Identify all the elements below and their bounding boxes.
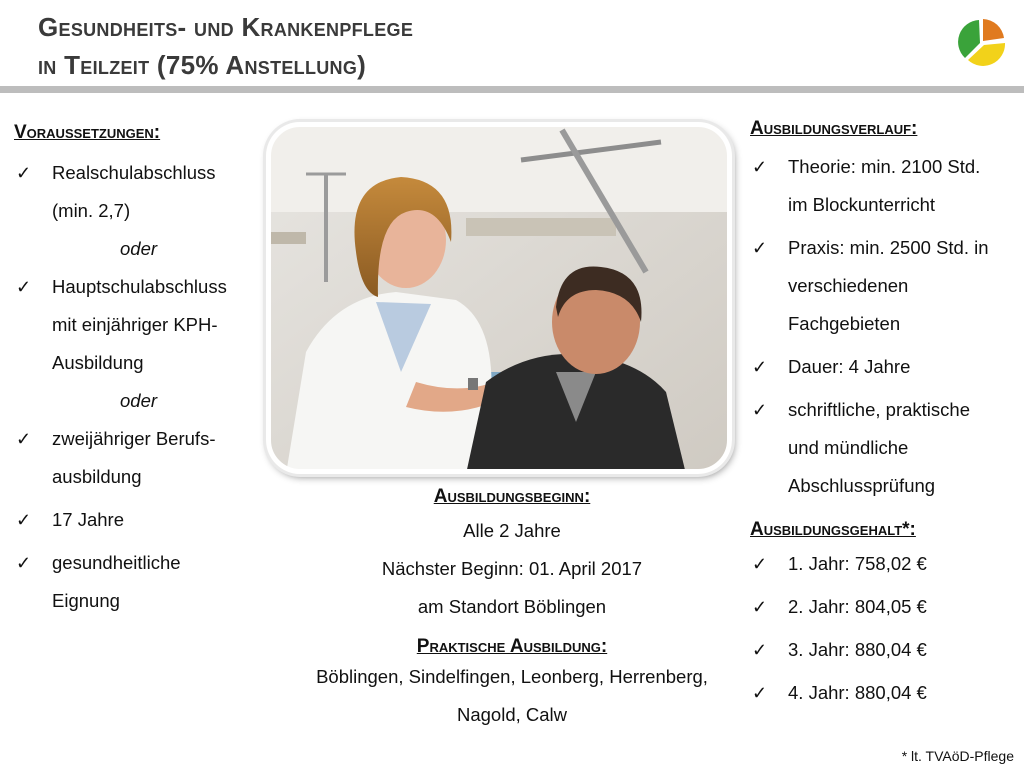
list-item xyxy=(14,501,264,539)
list-item xyxy=(750,348,1024,386)
title-line-1: Gesundheits- und Krankenpflege xyxy=(38,12,414,42)
title-divider xyxy=(0,86,1024,93)
checkmark-icon: ✓ xyxy=(752,597,768,617)
list-item-text: 2. Jahr: 804,05 € xyxy=(788,596,927,617)
list-item-text: im Blockunterricht xyxy=(788,194,936,215)
list-item xyxy=(750,391,1024,505)
list-item-text: (min. 2,7) xyxy=(52,200,131,221)
salary-heading: Ausbildungsgehalt*: xyxy=(750,519,916,540)
list-item xyxy=(14,420,264,496)
checkmark-icon: ✓ xyxy=(16,429,32,449)
practical-heading: Praktische Ausbildung: xyxy=(416,636,608,657)
list-item-text: Fachgebieten xyxy=(788,313,901,334)
list-item xyxy=(750,588,1024,626)
checkmark-icon: ✓ xyxy=(16,163,32,183)
list-item-text: 1. Jahr: 758,02 € xyxy=(788,553,927,574)
nurse-with-patient-photo xyxy=(266,122,732,474)
list-item-text: Ausbildung xyxy=(52,352,144,373)
list-item-text: 17 Jahre xyxy=(52,509,124,530)
checkmark-icon: ✓ xyxy=(752,554,768,574)
list-item-text: zweijähriger Berufs- xyxy=(52,428,216,449)
title-line-2: in Teilzeit (75% Anstellung) xyxy=(38,50,367,80)
requirements-section xyxy=(14,122,264,620)
start-line: am Standort Böblingen xyxy=(417,596,607,617)
tri-segment-circle-logo-icon xyxy=(956,16,1008,68)
checkmark-icon: ✓ xyxy=(16,277,32,297)
start-line: Alle 2 Jahre xyxy=(463,520,561,541)
footnote: * lt. TVAöD-Pflege xyxy=(901,748,1014,764)
separator-text: oder xyxy=(120,390,158,411)
list-item xyxy=(14,154,264,230)
checkmark-icon: ✓ xyxy=(752,157,768,177)
course-heading: Ausbildungsverlauf: xyxy=(750,118,918,139)
separator-text: oder xyxy=(120,238,158,259)
salary-list xyxy=(750,545,1024,712)
start-section xyxy=(272,486,752,734)
list-item xyxy=(14,268,264,382)
checkmark-icon: ✓ xyxy=(752,640,768,660)
practical-line: Nagold, Calw xyxy=(456,704,568,725)
list-item xyxy=(750,229,1024,343)
list-item-text: ausbildung xyxy=(52,466,142,487)
course-list xyxy=(750,148,1024,505)
requirements-list xyxy=(14,420,264,620)
checkmark-icon: ✓ xyxy=(752,400,768,420)
list-item-text: schriftliche, praktische xyxy=(788,399,970,420)
list-item-text: verschiedenen xyxy=(788,275,909,296)
checkmark-icon: ✓ xyxy=(752,357,768,377)
page-title xyxy=(38,8,738,84)
list-item xyxy=(750,148,1024,224)
start-heading: Ausbildungsbeginn: xyxy=(433,486,591,507)
checkmark-icon: ✓ xyxy=(16,510,32,530)
list-item-text: Hauptschulabschluss xyxy=(52,276,227,297)
list-item-text: 3. Jahr: 880,04 € xyxy=(788,639,927,660)
requirements-list xyxy=(14,268,264,382)
list-item xyxy=(750,545,1024,583)
list-item xyxy=(14,544,264,620)
list-item-text: Eignung xyxy=(52,590,120,611)
checkmark-icon: ✓ xyxy=(752,238,768,258)
practical-line: Böblingen, Sindelfingen, Leonberg, Herrenberg, xyxy=(316,666,708,687)
list-item-text: und mündliche xyxy=(788,437,909,458)
list-item-text: Abschlussprüfung xyxy=(788,475,936,496)
list-item-text: 4. Jahr: 880,04 € xyxy=(788,682,927,703)
list-item-text: Theorie: min. 2100 Std. xyxy=(788,156,981,177)
requirements-list xyxy=(14,154,264,230)
list-item-text: gesundheitliche xyxy=(52,552,181,573)
list-item-text: Realschulabschluss xyxy=(52,162,216,183)
list-item-text: Praxis: min. 2500 Std. in xyxy=(788,237,989,258)
list-item xyxy=(750,631,1024,669)
list-item-text: Dauer: 4 Jahre xyxy=(788,356,911,377)
checkmark-icon: ✓ xyxy=(16,553,32,573)
requirements-heading: Voraussetzungen: xyxy=(14,122,161,143)
checkmark-icon: ✓ xyxy=(752,683,768,703)
list-item xyxy=(750,674,1024,712)
list-item-text: mit einjähriger KPH- xyxy=(52,314,218,335)
start-line: Nächster Beginn: 01. April 2017 xyxy=(381,558,643,579)
course-section xyxy=(750,118,1024,712)
